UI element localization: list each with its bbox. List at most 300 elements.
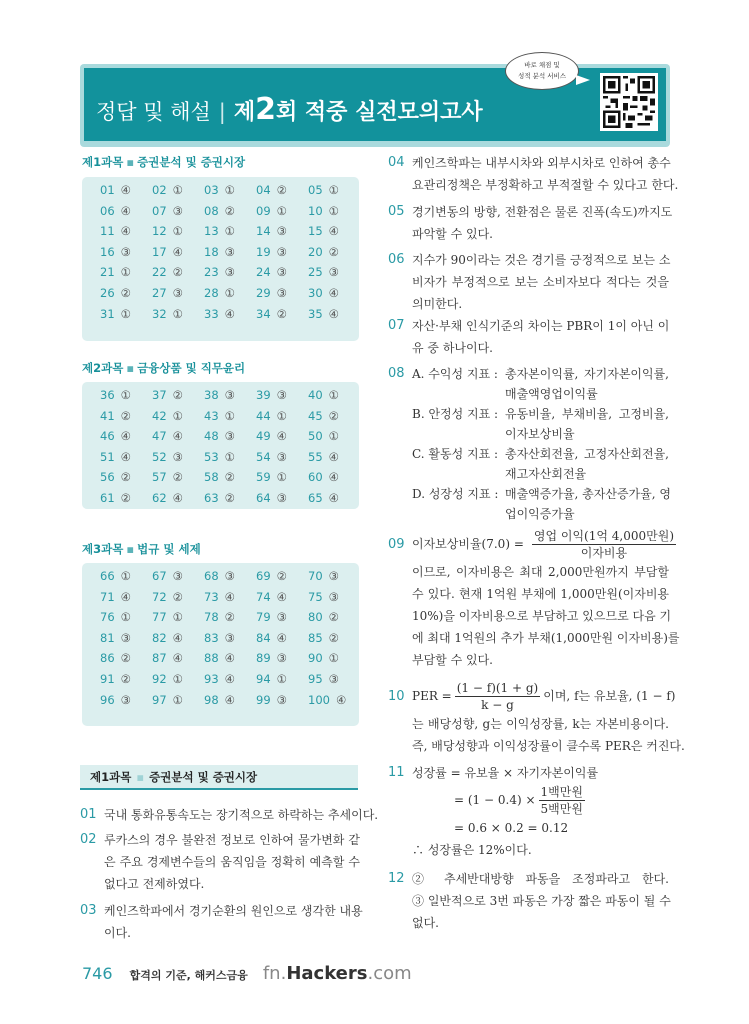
bubble-line: 성적 분석 서비스: [517, 72, 567, 80]
question-number: 66: [100, 569, 115, 583]
bubble-line: 바로 채점 및: [524, 61, 560, 69]
question-number: 19: [256, 244, 271, 259]
text-line: 에 최대 1억원의 추가 부채(1,000만원 이자비용)를: [412, 631, 680, 645]
item-text: [104, 804, 379, 826]
indicator-values: 총자본이익률, 자기자본이익률,: [505, 367, 669, 381]
answer-cell: [100, 450, 131, 464]
answer-choice: ④: [224, 692, 235, 707]
question-number: 42: [152, 408, 167, 423]
answer-choice: ③: [120, 630, 131, 645]
question-number: 89: [256, 651, 271, 666]
question-number: 30: [308, 286, 323, 300]
text-line: 국내 통화유통속도는 장기적으로 하락하는 추세이다.: [104, 808, 379, 822]
answer-choice: ①: [276, 672, 287, 686]
answer-choice: ④: [328, 224, 339, 239]
question-number: 07: [152, 203, 167, 218]
answer-choice: ③: [224, 265, 235, 280]
question-number: 20: [308, 244, 323, 259]
explanation-09: [388, 528, 680, 671]
page-title: [96, 92, 483, 127]
answer-cell: [308, 265, 339, 279]
text-line: 루카스의 경우 불완전 정보로 인하여 물가변화 같: [104, 833, 360, 847]
question-number: 14: [256, 224, 271, 239]
item-number: 04: [388, 155, 405, 170]
answer-cell: [100, 265, 131, 279]
question-number: 09: [256, 203, 271, 218]
question-number: 08: [204, 203, 219, 218]
answer-cell: [308, 693, 346, 707]
indicator-row: [412, 364, 669, 384]
answer-choice: ①: [224, 286, 235, 300]
answer-cell: [204, 651, 235, 665]
item-text: [412, 249, 669, 315]
answer-choice: ①: [276, 408, 287, 423]
explanation-04: [388, 152, 679, 196]
question-number: 76: [100, 610, 115, 625]
answer-choice: ③: [224, 388, 235, 402]
indicator-label: [412, 464, 505, 484]
question-number: 84: [256, 630, 271, 645]
question-number: 15: [308, 224, 323, 239]
answer-cell: [204, 245, 235, 259]
answer-cell: [204, 265, 235, 279]
item-number: 12: [388, 871, 405, 886]
answer-choice: ④: [172, 630, 183, 645]
page-footer: [82, 963, 412, 984]
question-number: 56: [100, 470, 115, 485]
question-number: 69: [256, 569, 271, 583]
answer-cell: [204, 286, 235, 300]
answer-cell: [100, 590, 131, 604]
question-number: 22: [152, 265, 167, 280]
answer-cell: [204, 491, 235, 505]
answer-cell: [100, 569, 131, 583]
answer-cell: [308, 245, 339, 259]
answer-cell: [308, 491, 339, 505]
bullet: ▪: [136, 770, 145, 784]
answer-choice: ④: [328, 449, 339, 464]
question-number: 80: [308, 610, 323, 625]
answer-choice: ④: [224, 672, 235, 686]
answer-choice: ①: [224, 408, 235, 423]
text-line: ② 추세반대방향 파동을 조정파라고 한다.: [412, 872, 669, 886]
question-number: 91: [100, 672, 115, 686]
question-number: 83: [204, 630, 219, 645]
question-number: 43: [204, 408, 219, 423]
question-number: 12: [152, 224, 167, 239]
formula-lhs: PER =: [412, 689, 452, 703]
answer-choice: ③: [276, 651, 287, 666]
question-number: 79: [256, 610, 271, 625]
site-logo: [263, 963, 412, 984]
answer-choice: ①: [172, 408, 183, 423]
answer-choice: ②: [224, 491, 235, 505]
answer-cell: [308, 409, 339, 423]
fraction: [539, 784, 585, 817]
question-number: 52: [152, 449, 167, 464]
question-number: 90: [308, 651, 323, 666]
answer-choice: ②: [328, 408, 339, 423]
answer-cell: [308, 610, 339, 624]
answer-cell: [100, 307, 131, 321]
answer-cell: [152, 631, 183, 645]
answer-choice: ④: [276, 589, 287, 604]
question-number: 86: [100, 651, 115, 666]
text-line: 없다고 전제하였다.: [104, 877, 205, 891]
answer-choice: ②: [276, 569, 287, 583]
answer-cell: [152, 204, 183, 218]
question-number: 06: [100, 203, 115, 218]
answer-cell: [256, 590, 287, 604]
title-main: [233, 92, 483, 127]
answer-cell: [152, 470, 183, 484]
formula-line: [412, 680, 676, 713]
question-number: 38: [204, 388, 219, 402]
answer-choice: ④: [120, 429, 131, 444]
answer-choice: ①: [328, 388, 339, 402]
indicator-values: 업이익증가율: [505, 507, 575, 521]
text-line: 10%)을 이자비용으로 부담하고 있으므로 다음 기: [412, 609, 672, 623]
item-text: [104, 900, 363, 944]
denominator: 5백만원: [540, 802, 583, 816]
answer-choice: ①: [172, 183, 183, 197]
question-number: 51: [100, 449, 115, 464]
question-number: 27: [152, 286, 167, 300]
formula-line: = 0.6 × 0.2 = 0.12: [454, 821, 569, 835]
question-number: 41: [100, 408, 115, 423]
question-number: 04: [256, 183, 271, 197]
answer-cell: [308, 569, 339, 583]
question-number: 59: [256, 470, 271, 485]
question-number: 70: [308, 569, 323, 583]
answer-cell: [204, 409, 235, 423]
answer-cell: [100, 183, 131, 197]
answer-cell: [308, 631, 339, 645]
answer-choice: ③: [172, 449, 183, 464]
question-number: 72: [152, 589, 167, 604]
answer-cell: [100, 388, 131, 402]
answer-cell: [308, 204, 339, 218]
answer-choice: ②: [120, 651, 131, 666]
answer-choice: ②: [120, 286, 131, 300]
question-number: 16: [100, 244, 115, 259]
answer-cell: [204, 204, 235, 218]
question-number: 74: [256, 589, 271, 604]
answer-cell: [308, 429, 339, 443]
question-number: 53: [204, 449, 219, 464]
explanation-01: [80, 804, 379, 826]
formula-lhs: = (1 − 0.4) ×: [454, 793, 536, 807]
answer-cell: [152, 450, 183, 464]
title-part: 제: [233, 100, 256, 125]
question-number: 40: [308, 388, 323, 402]
answer-cell: [100, 651, 131, 665]
answer-cell: [256, 450, 287, 464]
answer-choice: ①: [172, 692, 183, 707]
answer-choice: ③: [328, 569, 339, 583]
answer-choice: ③: [224, 429, 235, 444]
numerator: 1백만원: [540, 785, 583, 799]
title-prefix: 정답 및 해설: [96, 100, 211, 124]
question-number: 95: [308, 672, 323, 686]
question-number: 78: [204, 610, 219, 625]
question-number: 32: [152, 306, 167, 321]
answer-cell: [100, 631, 131, 645]
question-number: 64: [256, 491, 271, 505]
formula-rhs: 이며, f는 유보율, (1 − f): [543, 689, 676, 703]
text-line: 은 주요 경제변수들의 움직임을 정확히 예측할 수: [104, 855, 360, 869]
answer-choice: ③: [224, 569, 235, 583]
question-number: 33: [204, 306, 219, 321]
body-lines: [412, 561, 680, 671]
item-text: [412, 868, 669, 934]
answer-choice: ④: [328, 286, 339, 300]
question-number: 96: [100, 692, 115, 707]
indicator-list: [412, 364, 669, 524]
question-number: 58: [204, 470, 219, 485]
answer-choice: ④: [328, 306, 339, 321]
answer-cell: [256, 429, 287, 443]
section-subject: 증권분석 및 증권시장: [149, 770, 258, 784]
question-number: 75: [308, 589, 323, 604]
question-number: 61: [100, 491, 115, 505]
answer-choice: ④: [120, 589, 131, 604]
section-title-3: [82, 541, 201, 557]
item-number: 08: [388, 366, 405, 381]
answer-cell: [204, 388, 235, 402]
site-part: Hackers: [286, 963, 368, 984]
answer-choice: ③: [276, 610, 287, 625]
answer-cell: [204, 693, 235, 707]
answer-choice: ①: [328, 651, 339, 666]
item-number: 02: [80, 832, 97, 847]
answer-choice: ④: [224, 589, 235, 604]
bullet: ▪: [126, 542, 135, 556]
answer-choice: ③: [276, 265, 287, 280]
item-text: [412, 315, 669, 359]
indicator-label: C. 활동성 지표 :: [412, 447, 499, 461]
answer-cell: [100, 429, 131, 443]
answer-choice: ③: [172, 569, 183, 583]
question-number: 54: [256, 449, 271, 464]
answer-choice: ③: [276, 491, 287, 505]
bubble-tail: [576, 75, 590, 85]
indicator-values: 재고자산회전율: [505, 467, 587, 481]
grading-service-bubble: [505, 52, 579, 90]
answer-cell: [256, 470, 287, 484]
answer-cell: [256, 245, 287, 259]
indicator-values: 총자산회전율, 고정자산회전율,: [505, 447, 669, 461]
answer-choice: ①: [172, 672, 183, 686]
answer-cell: [256, 631, 287, 645]
question-number: 81: [100, 630, 115, 645]
answer-choice: ④: [276, 630, 287, 645]
indicator-row: [412, 484, 669, 504]
indicator-label: [412, 504, 505, 524]
answer-choice: ①: [172, 610, 183, 625]
answer-choice: ②: [224, 203, 235, 218]
answer-cell: [152, 651, 183, 665]
answer-cell: [308, 590, 339, 604]
question-number: 98: [204, 692, 219, 707]
section-label: 제2과목: [82, 361, 124, 375]
indicator-label: [412, 384, 505, 404]
answer-cell: [152, 590, 183, 604]
section-subject: 증권분석 및 증권시장: [137, 155, 246, 169]
answer-cell: [256, 183, 287, 197]
answer-grid-1: [82, 177, 359, 341]
question-number: 17: [152, 244, 167, 259]
answer-choice: ③: [328, 589, 339, 604]
answer-cell: [204, 590, 235, 604]
answer-cell: [256, 409, 287, 423]
answer-choice: ④: [120, 183, 131, 197]
footer-slogan: 합격의 기준, 해커스금융: [129, 969, 248, 982]
answer-choice: ①: [120, 306, 131, 321]
question-number: 25: [308, 265, 323, 280]
text-line: 수 있다. 현재 1억원 부채에 1,000만원(이자비용: [412, 587, 669, 601]
text-line: 없다.: [412, 916, 439, 930]
formula-line: [412, 784, 669, 817]
item-number: 11: [388, 765, 405, 780]
question-number: 65: [308, 491, 323, 505]
answer-choice: ②: [172, 388, 183, 402]
indicator-row: [412, 424, 669, 444]
question-number: 68: [204, 569, 219, 583]
answer-choice: ①: [276, 203, 287, 218]
text-line: 유 중 하나이다.: [412, 341, 493, 355]
answer-cell: [308, 470, 339, 484]
answer-choice: ①: [328, 183, 339, 197]
answer-cell: [152, 183, 183, 197]
item-text: [104, 829, 360, 895]
question-number: 92: [152, 672, 167, 686]
answer-choice: ③: [276, 286, 287, 300]
section-subject: 금융상품 및 직무윤리: [137, 361, 246, 375]
title-separator: |: [218, 100, 226, 124]
answer-choice: ②: [276, 183, 287, 197]
site-part: fn.: [262, 963, 287, 984]
text-line: 요관리정책은 부정확하고 부적절할 수 있다고 한다.: [412, 178, 679, 192]
indicator-row: [412, 444, 669, 464]
section-label: 제1과목: [90, 770, 132, 784]
answer-cell: [152, 265, 183, 279]
answer-cell: [100, 693, 131, 707]
item-number: 06: [388, 252, 405, 267]
answer-choice: ④: [224, 651, 235, 666]
answer-choice: ④: [276, 429, 287, 444]
indicator-values: 이자보상비율: [505, 427, 575, 441]
answer-choice: ①: [172, 306, 183, 321]
answer-choice: ③: [172, 286, 183, 300]
question-number: 46: [100, 429, 115, 444]
question-number: 87: [152, 651, 167, 666]
formula-line: 성장률 = 유보율 × 자기자본이익률: [412, 766, 599, 780]
answer-cell: [204, 470, 235, 484]
question-number: 01: [100, 183, 115, 197]
explanation-07: [388, 315, 669, 359]
answer-choice: ①: [120, 265, 131, 280]
qr-code-icon[interactable]: [600, 73, 658, 131]
answer-cell: [256, 388, 287, 402]
answer-choice: ①: [224, 183, 235, 197]
question-number: 47: [152, 429, 167, 444]
answer-choice: ④: [172, 651, 183, 666]
answer-cell: [204, 450, 235, 464]
explanation-10: [388, 680, 685, 757]
item-number: 01: [80, 807, 97, 822]
answer-choice: ①: [120, 388, 131, 402]
item-number: 10: [388, 689, 405, 704]
answer-choice: ④: [120, 449, 131, 464]
section-label: 제3과목: [82, 542, 124, 556]
text-line: 파악할 수 있다.: [412, 227, 493, 241]
answer-cell: [308, 672, 339, 686]
answer-choice: ④: [328, 470, 339, 485]
indicator-row: [412, 464, 669, 484]
answer-choice: ①: [328, 429, 339, 444]
question-number: 31: [100, 306, 115, 321]
text-line: ③ 일반적으로 3번 파동은 가장 짧은 파동이 될 수: [412, 894, 671, 908]
question-number: 77: [152, 610, 167, 625]
question-number: 45: [308, 408, 323, 423]
question-number: 29: [256, 286, 271, 300]
answer-choice: ②: [120, 408, 131, 423]
question-number: 24: [256, 265, 271, 280]
text-line: 케인즈학파에서 경기순환의 원인으로 생각한 내용: [104, 904, 363, 918]
answer-cell: [152, 429, 183, 443]
answer-cell: [100, 491, 131, 505]
answer-cell: [308, 224, 339, 238]
page-number: 746: [82, 964, 113, 983]
text-line: 부담할 수 있다.: [412, 653, 493, 667]
question-number: 67: [152, 569, 167, 583]
answer-cell: [256, 286, 287, 300]
answer-choice: ③: [120, 244, 131, 259]
item-text: [412, 152, 679, 196]
question-number: 57: [152, 470, 167, 485]
question-number: 55: [308, 449, 323, 464]
question-number: 71: [100, 589, 115, 604]
question-number: 28: [204, 286, 219, 300]
indicator-values: 유동비율, 부채비율, 고정비율,: [505, 407, 669, 421]
question-number: 23: [204, 265, 219, 280]
question-number: 99: [256, 692, 271, 707]
answer-choice: ①: [276, 470, 287, 485]
question-number: 34: [256, 306, 271, 321]
answer-cell: [100, 286, 131, 300]
answer-choice: ③: [120, 692, 131, 707]
item-number: 09: [388, 537, 405, 552]
text-line: 는 배당성향, g는 이익성장률, k는 자본비용이다.: [412, 717, 669, 731]
indicator-row: [412, 404, 669, 424]
answer-cell: [152, 693, 183, 707]
answer-choice: ④: [172, 244, 183, 259]
answer-choice: ①: [224, 224, 235, 239]
formula-line: [412, 528, 675, 561]
question-number: 44: [256, 408, 271, 423]
question-number: 48: [204, 429, 219, 444]
answer-cell: [204, 429, 235, 443]
question-number: 36: [100, 388, 115, 402]
section-subject: 법규 및 세제: [137, 542, 201, 556]
answer-choice: ③: [328, 265, 339, 280]
indicator-row: [412, 384, 669, 404]
answer-choice: ③: [276, 449, 287, 464]
answer-grid-3: [82, 563, 359, 726]
item-number: 05: [388, 204, 405, 219]
question-number: 60: [308, 470, 323, 485]
